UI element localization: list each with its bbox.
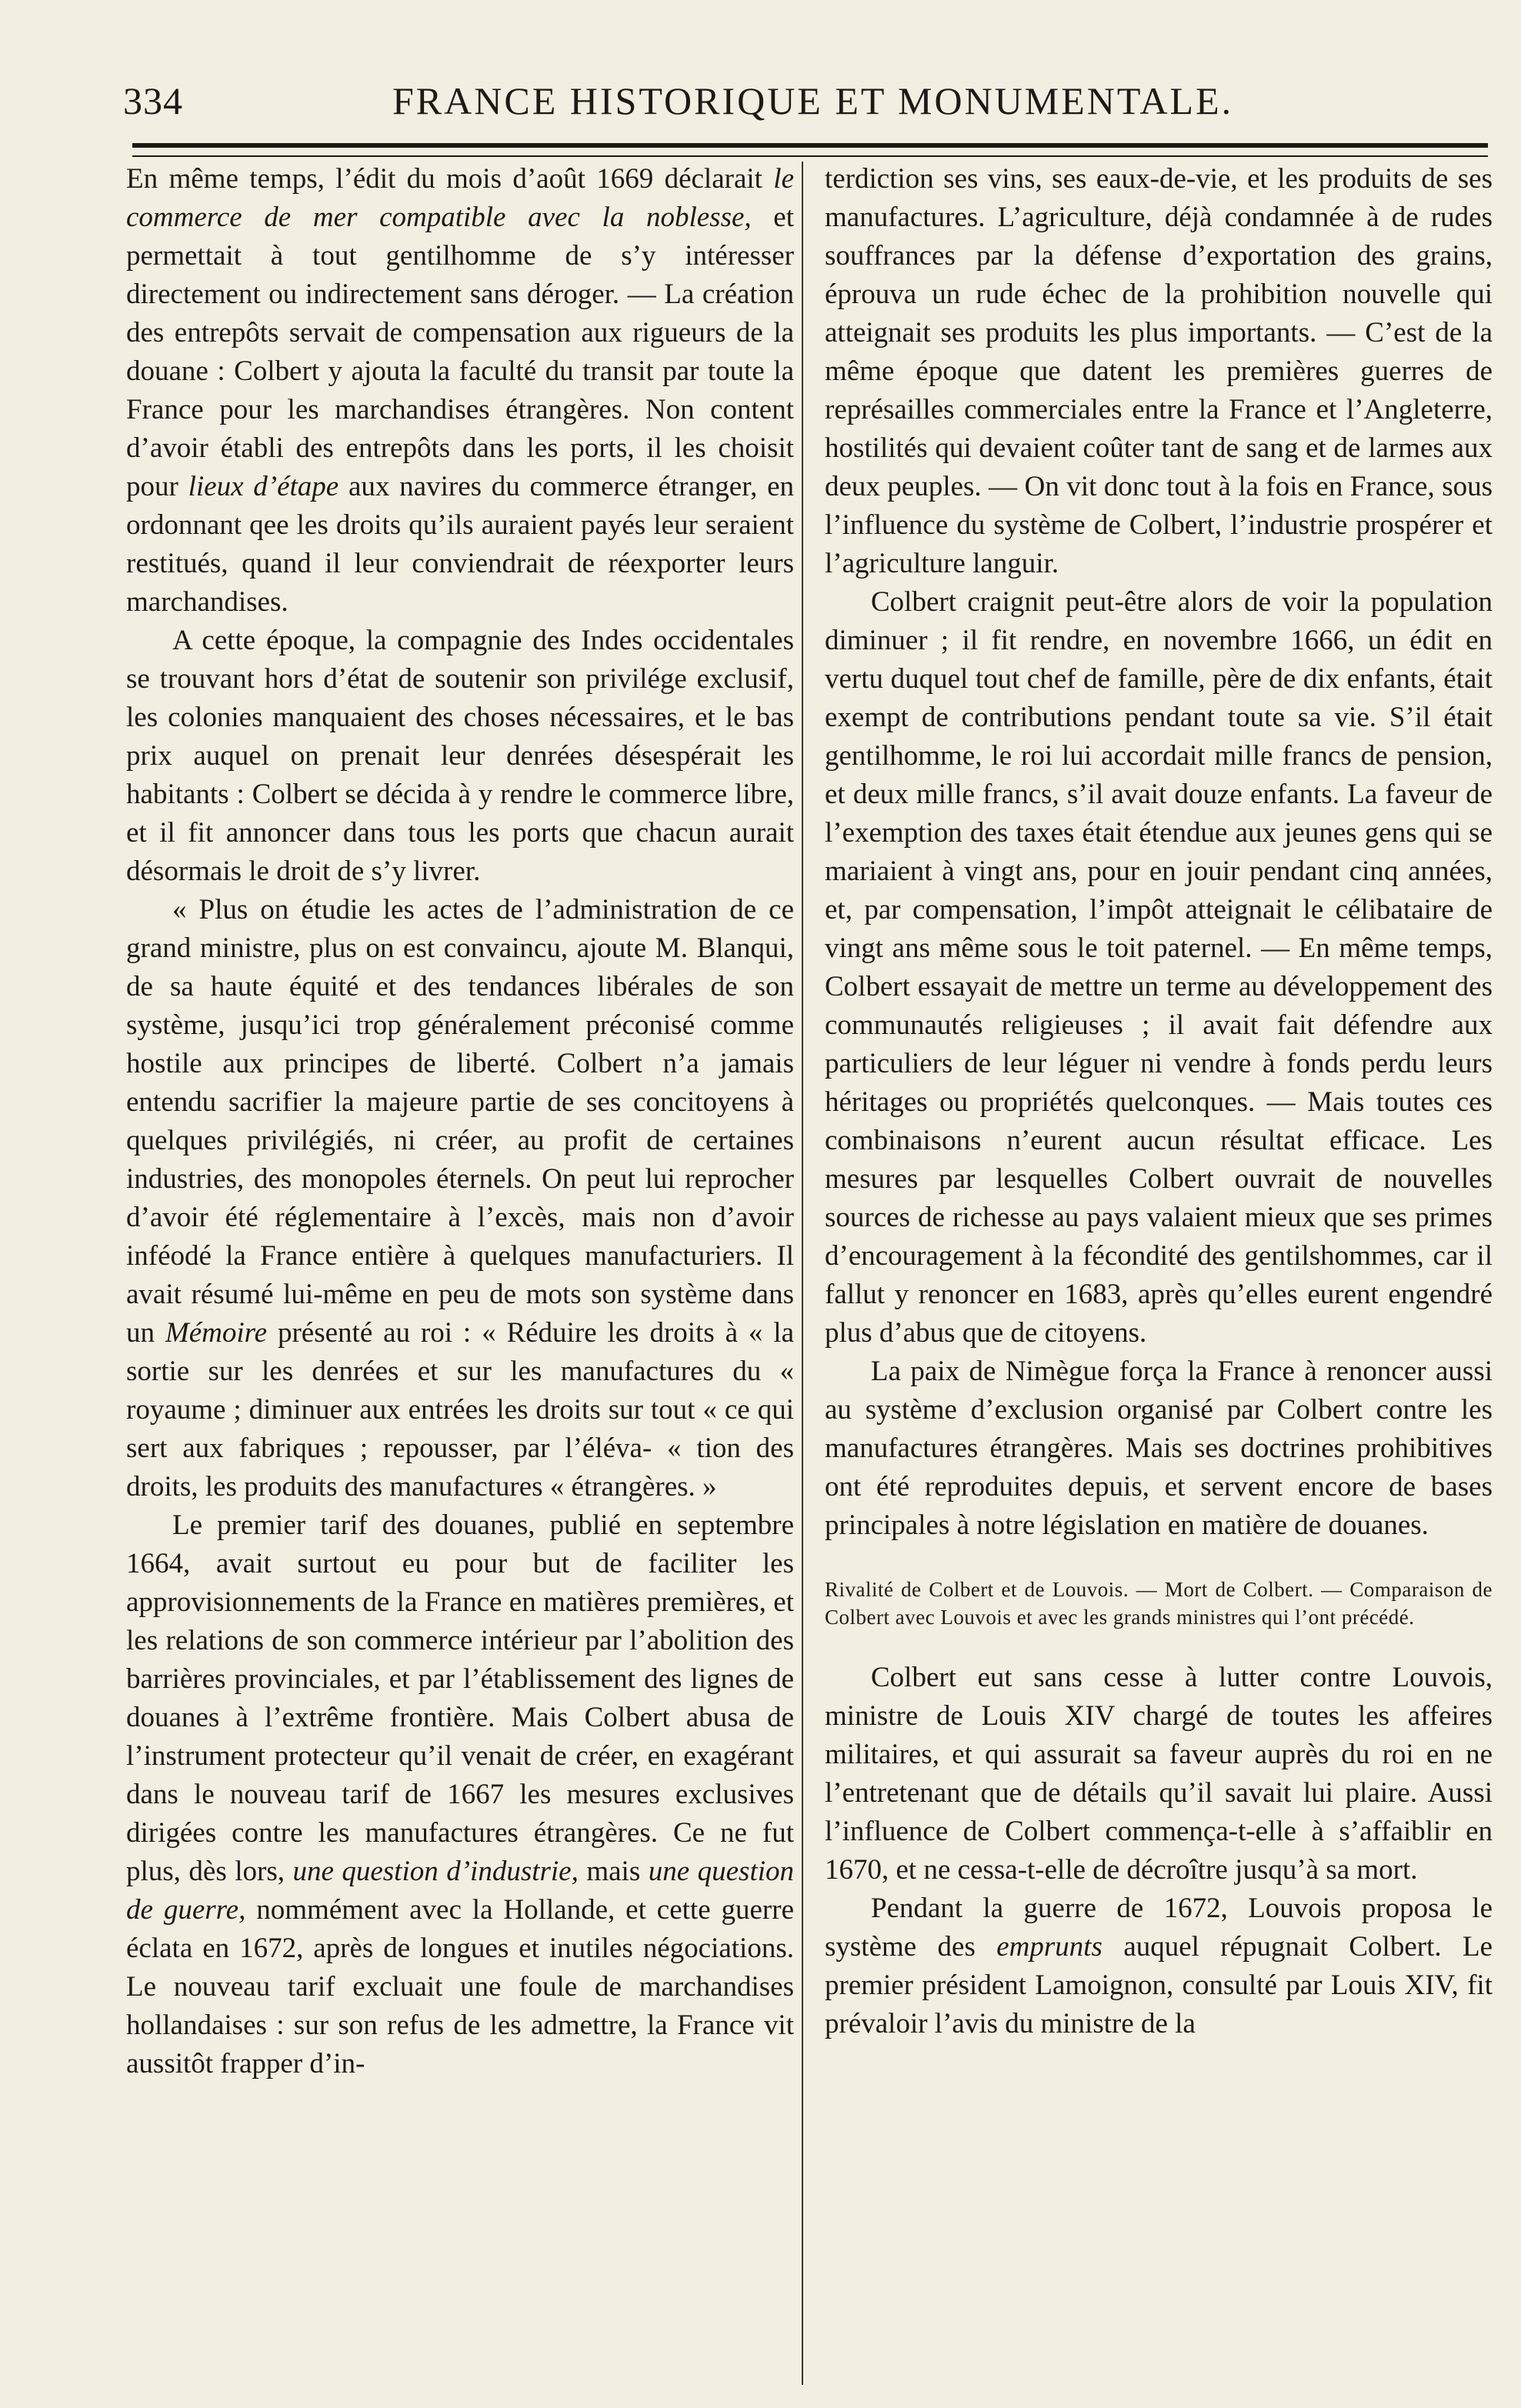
left-column [126, 160, 794, 2083]
paragraph: terdiction ses vins, ses eaux-de-vie, et les produits de ses manufactures. L’agriculture, déjà condamnée à de rudes souffrances par la défense d’exportation des grains, éprouva un rude échec de la prohibition nouvelle qui atteignait ses produits les plus importants. — C’est de la même époque que datent les premières guerres de représailles commerciales entre la France et l’Angleterre, hostilités qui devaient coûter tant de sang et de larmes aux deux peuples. — On vit donc tout à la fois en France, sous l’influence du système de Colbert, l’industrie prospérer et l’agriculture languir. [825, 163, 1493, 579]
page-header [123, 71, 1493, 125]
column-divider [802, 162, 803, 2385]
running-title: FRANCE HISTORIQUE ET MONUMENTALE. [392, 79, 1234, 122]
section-summary: Rivalité de Colbert et de Louvois. — Mort de Colbert. — Comparaison de Colbert avec Louvois et avec les grands ministres qui l’ont précédé. [825, 1578, 1493, 1629]
paragraph: A cette époque, la compagnie des Indes occidentales se trouvant hors d’état de soutenir son privilége exclusif, les colonies manquaient des choses nécessaires, et le bas prix auquel on prenait leur denrées désespérait les habitants : Colbert se décida à y rendre le commerce libre, et il fit annoncer dans tous les ports que chacun aurait désormais le droit de s’y livrer. [126, 625, 794, 887]
page-number: 334 [123, 79, 183, 122]
paragraph: Le premier tarif des douanes, publié en septembre 1664, avait surtout eu pour but de faciliter les approvisionnements de la France en matières premières, et les relations de son commerce intérieur par l’abolition des barrières provinciales, et par l’établissement des lignes de douanes à l’extrême frontière. Mais Colbert abusa de l’instrument protecteur qu’il venait de créer, en exagérant dans le nouveau tarif de 1667 les mesures exclusives dirigées contre les manufactures étrangères. Ce ne fut plus, dès lors, une question d’industrie, mais une question de guerre, nommément avec la Hollande, et cette guerre éclata en 1672, après de longues et inutiles négociations. Le nouveau tarif excluait une foule de marchandises hollandaises : sur son refus de les admettre, la France vit aussitôt frapper d’in- [126, 1509, 795, 2079]
paragraph: « Plus on étudie les actes de l’administration de ce grand ministre, plus on est convaincu, ajoute M. Blanqui, de sa haute équité et des tendances libérales de son système, jusqu’ici trop généralement préconisé comme hostile aux principes de liberté. Colbert n’a jamais entendu sacrifier la majeure partie de ses concitoyens à quelques privilégiés, ni créer, au profit de certaines industries, des monopoles éternels. On peut lui reprocher d’avoir été réglementaire à l’excès, mais non d’avoir inféodé la France entière à quelques manufacturiers. Il avait résumé lui-même en peu de mots son système dans un Mémoire présenté au roi : « Réduire les droits à « la sortie sur les denrées et sur les manufactures du « royaume ; diminuer aux entrées les droits sur tout « ce qui sert aux fabriques ; repousser, par l’éléva- « tion des droits, les produits des manufactures « étrangères. » [126, 894, 795, 1502]
paragraph: La paix de Nimègue força la France à renoncer aussi au système d’exclusion organisé par Colbert contre les manufactures étrangères. Mais ses doctrines prohibitives ont été reproduites depuis, et servent encore de bases principales à notre législation en matière de douanes. [825, 1356, 1493, 1541]
paragraph: Pendant la guerre de 1672, Louvois proposa le système des emprunts auquel répugnait Colbert. Le premier président Lamoignon, consulté par Louis XIV, fit prévaloir l’avis du ministre de la [825, 1893, 1493, 2039]
right-column [825, 160, 1493, 2043]
header-rule [132, 143, 1488, 157]
paragraph: Colbert eut sans cesse à lutter contre Louvois, ministre de Louis XIV chargé de toutes les affeires militaires, et qui assurait sa faveur auprès du roi en ne l’entretenant que de détails qu’il savait lui plaire. Aussi l’influence de Colbert commença-t-elle à s’affaiblir en 1670, et ne cessa-t-elle de décroître jusqu’à sa mort. [825, 1662, 1493, 1886]
paragraph: En même temps, l’édit du mois d’août 1669 déclarait le commerce de mer compatible avec la noblesse, et permettait à tout gentilhomme de s’y intéresser directement ou indirectement sans déroger. — La création des entrepôts servait de compensation aux rigueurs de la douane : Colbert y ajouta la faculté du transit par toute la France pour les marchandises étrangères. Non content d’avoir établi des entrepôts dans les ports, il les choisit pour lieux d’étape aux navires du commerce étranger, en ordonnant qee les droits qu’ils auraient payés leur seraient restitués, quand il leur conviendrait de réexporter leurs marchandises. [126, 163, 795, 618]
paragraph: Colbert craignit peut-être alors de voir la population diminuer ; il fit rendre, en novembre 1666, un édit en vertu duquel tout chef de famille, père de dix enfants, était exempt de contributions pendant toute sa vie. S’il était gentilhomme, le roi lui accordait mille francs de pension, et deux mille francs, s’il avait douze enfants. La faveur de l’exemption des taxes était étendue aux jeunes gens qui se mariaient à vingt ans, pour en jouir pendant cinq années, et, par compensation, l’impôt atteignait le célibataire de vingt ans même sous le toit paternel. — En même temps, Colbert essayait de mettre un terme au développement des communautés religieuses ; il avait fait défendre aux particuliers de leur léguer ni vendre à fonds perdu leurs héritages ou propriétés quelconques. — Mais toutes ces combinaisons n’eurent aucun résultat efficace. Les mesures par lesquelles Colbert ouvrait de nouvelles sources de richesse au pays valaient mieux que ses primes d’encouragement à la fécondité des gentilshommes, car il fallut y renoncer en 1683, après qu’elles eurent engendré plus d’abus que de citoyens. [825, 586, 1493, 1349]
